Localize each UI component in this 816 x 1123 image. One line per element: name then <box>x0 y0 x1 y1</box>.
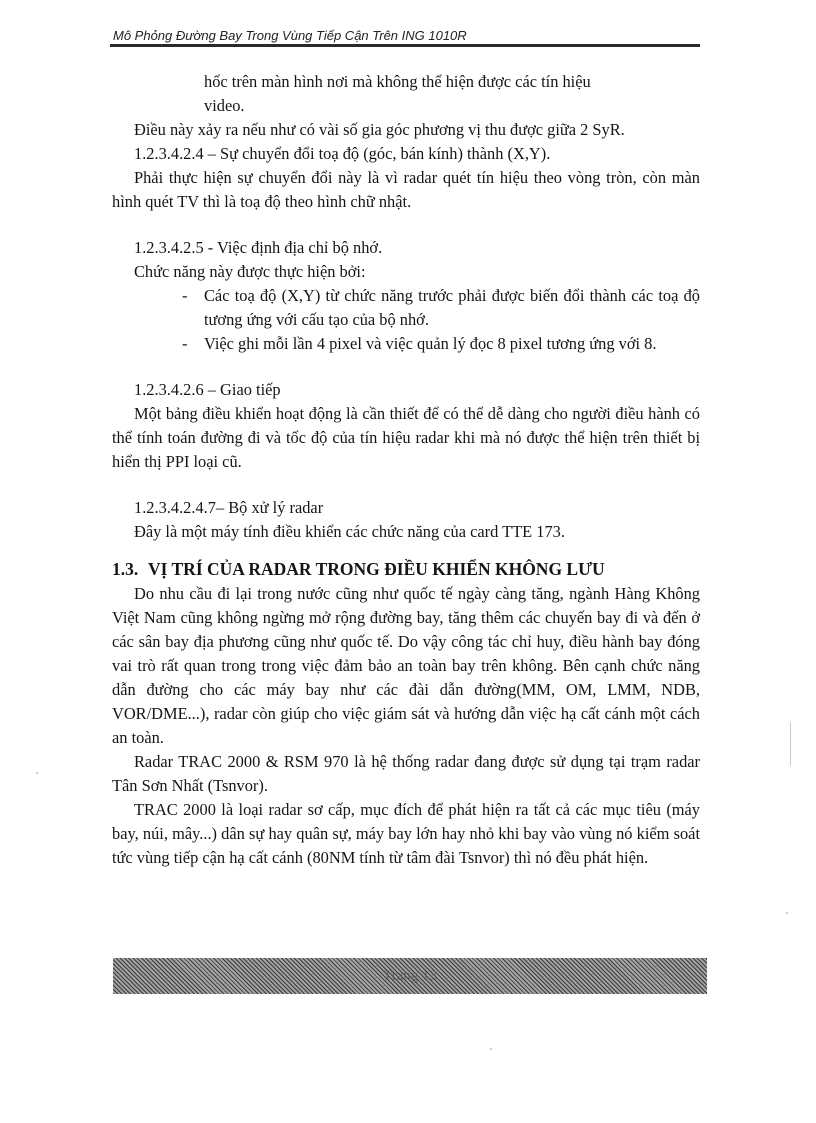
section-title: VỊ TRÍ CỦA RADAR TRONG ĐIỀU KHIỂN KHÔNG LƯU <box>148 559 605 579</box>
spacer <box>112 356 700 378</box>
heading-12342-47: 1.2.3.4.2.4.7– Bộ xử lý radar <box>134 498 324 517</box>
scan-artifact-dot <box>36 772 38 774</box>
list-item: - Các toạ độ (X,Y) từ chức năng trước phải được biến đổi thành các toạ độ tương ứng với cấu tạo của bộ nhớ. <box>182 284 700 332</box>
heading-12342-4: 1.2.3.4.2.4 – Sự chuyển đổi toạ độ (góc, bán kính) thành (X,Y). <box>134 144 551 163</box>
header-rule <box>110 44 700 47</box>
section-heading <box>112 556 700 582</box>
spacer <box>112 214 700 236</box>
section-number: 1.3. <box>112 559 139 579</box>
paragraph-trac2000-rsm970: Radar TRAC 2000 & RSM 970 là hệ thống radar đang được sử dụng tại trạm radar Tân Sơn Nhất (Tsnvor). <box>112 752 700 795</box>
paragraph-continuation-line2: video. <box>204 96 245 115</box>
bullet-list <box>112 284 700 356</box>
heading-12342-6: 1.2.3.4.2.6 – Giao tiếp <box>134 380 281 399</box>
heading-12342-5: 1.2.3.4.2.5 - Việc định địa chỉ bộ nhớ. <box>134 238 383 257</box>
paragraph-air-traffic: Do nhu cầu đi lại trong nước cũng như quốc tế ngày càng tăng, ngành Hàng Không Việt Nam cũng không ngừng mở rộng đường bay, tăng thêm các chuyến bay đi và đến ở các sân bay địa phương cũng như quốc tế. Do vậy công tác chỉ huy, điều hành bay đóng vai trò rất quan trong trong việc đảm bảo an toàn bay trên không. Bên cạnh chức năng dẫn đường cho các máy bay như các đài dẫn đường(MM, OM, LMM, NDB, VOR/DME...), radar còn giúp cho việc giám sát và hướng dẫn việc hạ cất cánh một cách an toàn. <box>112 584 700 747</box>
scan-artifact-dot <box>490 1048 492 1050</box>
scan-artifact-dot <box>786 912 788 914</box>
page-body <box>112 70 700 870</box>
paragraph-continuation-line1: hốc trên màn hình nơi mà không thể hiện được các tín hiệu <box>204 72 591 91</box>
paragraph-interface: Một bảng điều khiển hoạt động là cần thiết để có thể dễ dàng cho người điều hành có thể tính toán đường đi và tốc độ của tín hiệu radar khi mà nó được thể hiện trên thiết bị hiển thị PPI loại cũ. <box>112 404 700 471</box>
scan-artifact-line <box>790 722 791 766</box>
paragraph-coordinate-conversion: Phải thực hiện sự chuyển đổi này là vì radar quét tín hiệu theo vòng tròn, còn màn hình quét TV thì là toạ độ theo hình chữ nhật. <box>112 168 700 211</box>
paragraph-function-intro: Chức năng này được thực hiện bởi: <box>134 262 366 281</box>
page-number-label: Trang 13 <box>382 967 438 984</box>
paragraph-radar-processor: Đây là một máy tính điều khiển các chức năng của card TTE 173. <box>134 522 565 541</box>
list-item: - Việc ghi mỗi lần 4 pixel và việc quản lý đọc 8 pixel tương ứng với 8. <box>182 332 700 356</box>
running-header: Mô Phỏng Đường Bay Trong Vùng Tiếp Cận Trên ING 1010R <box>113 28 467 43</box>
spacer <box>112 474 700 496</box>
footer-bar <box>113 958 707 994</box>
paragraph-azimuth-note: Điều này xảy ra nếu như có vài số gia góc phương vị thu được giữa 2 SyR. <box>134 120 625 139</box>
paragraph-primary-radar: TRAC 2000 là loại radar sơ cấp, mục đích để phát hiện ra tất cả các mục tiêu (máy bay, núi, mây...) dân sự hay quân sự, máy bay lớn hay nhỏ khi bay vào vùng nó kiểm soát tức vùng tiếp cận hạ cất cánh (80NM tính từ tâm đài Tsnvor) thì nó đều phát hiện. <box>112 800 700 867</box>
